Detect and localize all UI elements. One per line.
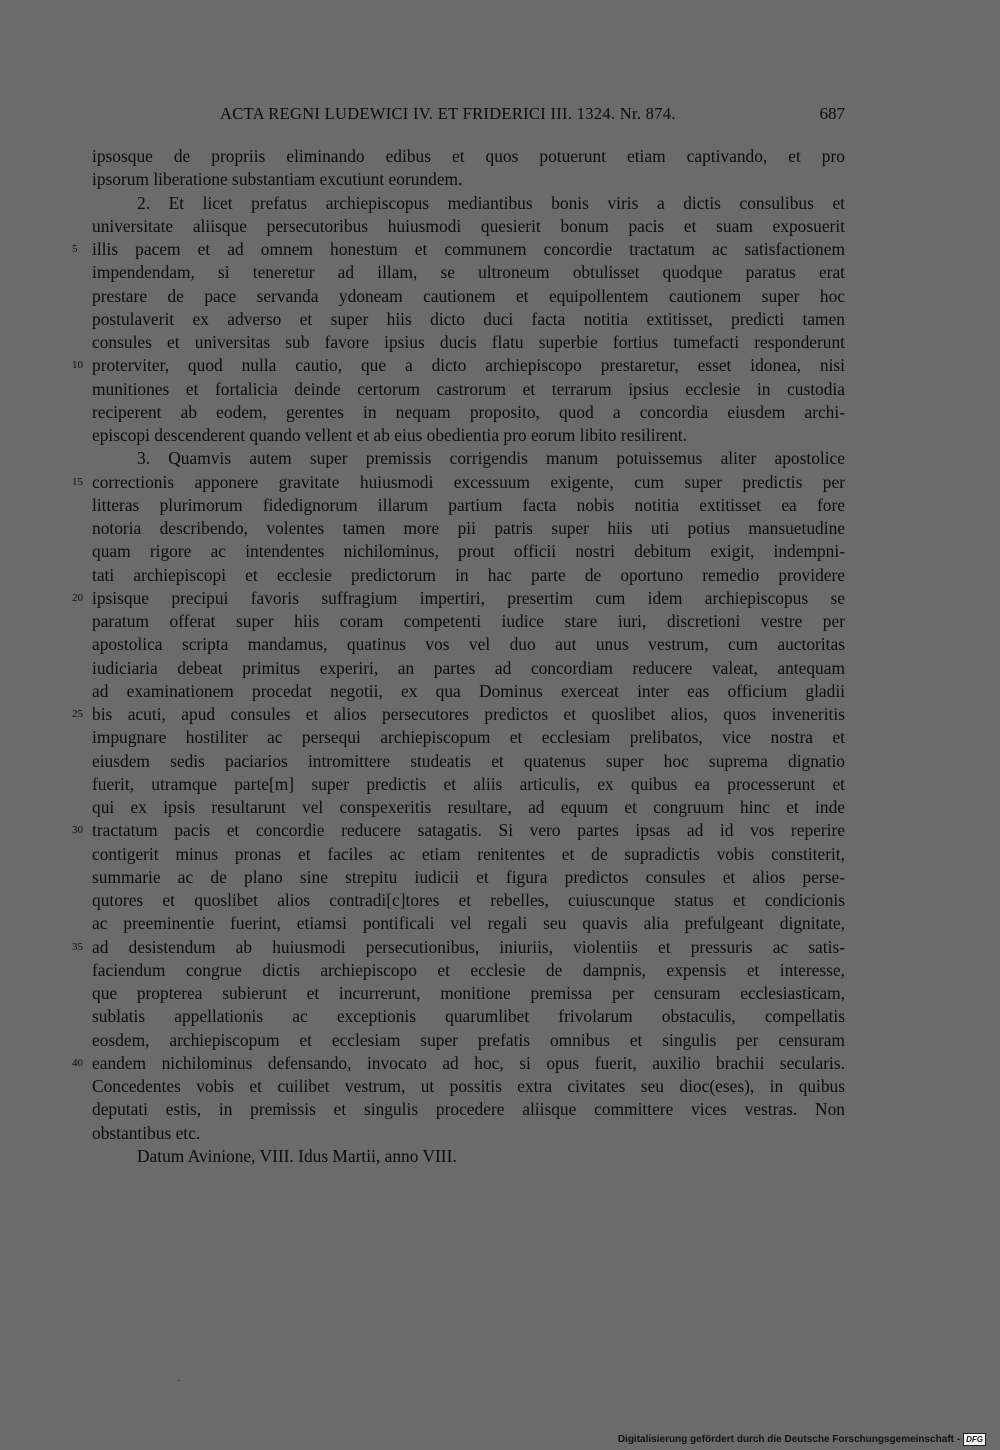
line-text: deputati estis, in premissis et singulis procedere aliisque committere vices vestras. Non	[92, 1099, 845, 1120]
line-text: litteras plurimorum fidedignorum illarum partium facta nobis notitia extitisset ea fore	[92, 494, 845, 515]
line-text: postulaverit ex adverso et super hiis dicto duci facta notitia extitisset, predicti tamen	[92, 308, 845, 329]
line-text: qutores et quoslibet alios contradi[c]tores et rebelles, cuiuscunque status et condicionis	[92, 890, 845, 910]
line-text: episcopi descenderent quando vellent et ab eius obedientia pro eorum libito resilirent.	[92, 425, 687, 445]
text-line	[92, 378, 845, 401]
text-line	[92, 1145, 845, 1168]
line-number: 5	[72, 243, 78, 255]
line-text: 2. Et licet prefatus archiepiscopus mediantibus bonis viris a dictis consulibus et	[137, 192, 845, 213]
text-line	[92, 866, 845, 889]
line-text: ad desistendum ab huiusmodi persecutionibus, iniuriis, violentiis et pressuris ac satis-	[92, 936, 845, 957]
scan-speck	[178, 1380, 180, 1381]
text-line	[92, 796, 845, 819]
line-number: 30	[72, 824, 83, 837]
text-line	[92, 285, 845, 308]
line-text: eiusdem sedis paciarios intromittere studeatis et quatenus super hoc suprema dignatio	[92, 750, 845, 771]
text-line	[92, 982, 845, 1005]
text-line	[92, 168, 845, 191]
line-text: universitate aliisque persecutoribus huiusmodi quesierit bonum pacis et suam exposuerit	[92, 215, 845, 236]
line-text: bis acuti, apud consules et alios persecutores predictos et quoslibet alios, quos inveneritis	[92, 704, 845, 724]
text-line	[92, 308, 845, 331]
line-text: proterviter, quod nulla cautio, que a dicto archiepiscopo prestaretur, esset idonea, nisi	[92, 355, 845, 376]
line-number: 25	[72, 708, 83, 720]
text-line	[92, 1005, 845, 1028]
text-line	[72, 471, 845, 494]
running-head: ACTA REGNI LUDEWICI IV. ET FRIDERICI III. 1324. Nr. 874.	[220, 104, 676, 123]
text-line	[92, 401, 845, 424]
line-text: quam rigore ac intendentes nichilominus, prout officii nostri debitum exigit, indempni-	[92, 541, 845, 562]
text-line	[92, 680, 845, 703]
text-line	[92, 494, 845, 517]
line-text: 3. Quamvis autem super premissis corrigendis manum potuissemus aliter apostolice	[137, 448, 845, 469]
line-text: faciendum congrue dictis archiepiscopo et ecclesie de dampnis, expensis et interesse,	[92, 959, 845, 980]
line-text: prestare de pace servanda ydoneam cautionem et equipollentem cautionem super hoc	[92, 285, 845, 306]
text-line	[72, 238, 845, 261]
line-text: obstantibus etc.	[92, 1122, 201, 1143]
line-text: ad examinationem procedat negotii, ex qua Dominus exerceat inter eas officium gladii	[92, 680, 845, 701]
line-text: notoria describendo, volentes tamen more pii patris super hiis uti potius mansuetudine	[92, 518, 845, 538]
line-text: ipsosque de propriis eliminando edibus et quos potuerunt etiam captivando, et pro	[92, 146, 845, 166]
line-text: ac preeminentie fuerint, etiamsi pontificali vel regali seu quavis alia prefulgeant dignitate,	[92, 913, 845, 934]
text-line	[92, 726, 845, 749]
line-text: summarie ac de plano sine strepitu iudicii et figura predictos consules et alios perse-	[92, 866, 845, 887]
text-line	[92, 424, 845, 447]
text-line	[92, 215, 845, 238]
line-text: qui ex ipsis resultarunt vel conspexeritis resultare, ad equum et congruum hinc et inde	[92, 797, 845, 817]
text-line	[92, 261, 845, 284]
text-line	[72, 819, 845, 842]
line-number: 10	[72, 359, 83, 372]
footer-text: Digitalisierung gefördert durch die Deutsche Forschungsgemeinschaft -	[617, 1434, 961, 1445]
line-text: illis pacem et ad omnem honestum et communem concordie tractatum ac satisfactionem	[92, 239, 845, 259]
line-text: iudiciaria debeat primitus experiri, an partes ad concordiam reducere valeat, antequam	[92, 657, 845, 678]
line-number: 40	[72, 1056, 83, 1069]
line-text: eosdem, archiepiscopum et ecclesiam super prefatis omnibus et singulis per censuram	[92, 1029, 845, 1050]
text-line	[92, 1029, 845, 1052]
text-line	[92, 331, 845, 354]
line-text: sublatis appellationis ac exceptionis quarumlibet frivolarum obstaculis, compellatis	[92, 1006, 845, 1027]
text-line	[92, 657, 845, 680]
line-text: apostolica scripta mandamus, quatinus vos vel duo aut unus vestrum, cum auctoritas	[92, 634, 845, 655]
text-line	[92, 192, 845, 215]
text-line	[92, 517, 845, 540]
line-text: consules et universitas sub favore ipsius ducis flatu superbie fortius tumefacti responderunt	[92, 332, 845, 352]
text-line	[92, 912, 845, 935]
text-line	[92, 610, 845, 633]
line-text: correctionis apponere gravitate huiusmodi excessuum exigente, cum super predictis per	[92, 471, 845, 492]
text-line	[72, 354, 845, 377]
line-text: ipsorum liberatione substantiam excutiunt eorundem.	[92, 169, 463, 190]
line-text: impugnare hostiliter ac persequi archiepiscopum et ecclesiam prelibatos, vice nostra et	[92, 727, 845, 748]
digitization-footer	[618, 1433, 986, 1446]
line-text: ipsisque precipui favoris suffragium impertiri, presertim cum idem archiepiscopus se	[92, 587, 845, 608]
text-line	[92, 843, 845, 866]
line-text: munitiones et fortalicia deinde certorum castrorum et terrarum ipsius ecclesie in custodia	[92, 378, 845, 399]
text-line	[92, 773, 845, 796]
line-text: eandem nichilominus defensando, invocato ad hoc, si opus fuerit, auxilio brachii secularis.	[92, 1052, 845, 1073]
text-line	[72, 703, 845, 726]
line-text: Concedentes vobis et cuilibet vestrum, ut possitis extra civitates seu dioc(eses), in quibus	[92, 1076, 845, 1096]
line-text: contigerit minus pronas et faciles ac etiam renitentes et de supradictis vobis constiterit,	[92, 843, 845, 864]
body-text	[72, 145, 845, 1168]
line-text: Datum Avinione, VIII. Idus Martii, anno VIII.	[137, 1145, 457, 1166]
line-text: impendendam, si teneretur ad illam, se ultroneum obtulisset quodque paratus erat	[92, 262, 845, 283]
line-text: reciperent ab eodem, gerentes in nequam proposito, quod a concordia eiusdem archi-	[92, 401, 845, 422]
page-header	[90, 104, 845, 128]
text-line	[72, 936, 845, 959]
text-line	[92, 1098, 845, 1121]
text-line	[92, 889, 845, 912]
text-line	[92, 145, 845, 168]
line-text: fuerit, utramque parte[m] super predictis et aliis articulis, ex quibus ea processerunt et	[92, 773, 845, 794]
line-text: tractatum pacis et concordie reducere satagatis. Si vero partes ipsas ad id vos reperire	[92, 820, 845, 841]
line-text: que propterea subierunt et incurrerunt, monitione premissa per censuram ecclesiasticam,	[92, 983, 845, 1003]
line-number: 20	[72, 591, 83, 604]
text-line	[92, 540, 845, 563]
text-line	[92, 633, 845, 656]
text-line	[92, 959, 845, 982]
text-line	[92, 1075, 845, 1098]
line-number: 35	[72, 940, 83, 953]
line-text: tati archiepiscopi et ecclesie predictorum in hac parte de oportuno remedio providere	[92, 564, 845, 585]
line-text: paratum offerat super hiis coram competenti iudice stare iuri, discretioni vestre per	[92, 611, 845, 631]
page-number: 687	[819, 104, 845, 123]
dfg-logo: DFG	[963, 1433, 986, 1446]
text-line	[92, 1122, 845, 1145]
text-line	[72, 587, 845, 610]
text-line	[92, 750, 845, 773]
text-line	[92, 564, 845, 587]
line-number: 15	[72, 475, 83, 488]
text-line	[72, 1052, 845, 1075]
text-line	[92, 447, 845, 470]
